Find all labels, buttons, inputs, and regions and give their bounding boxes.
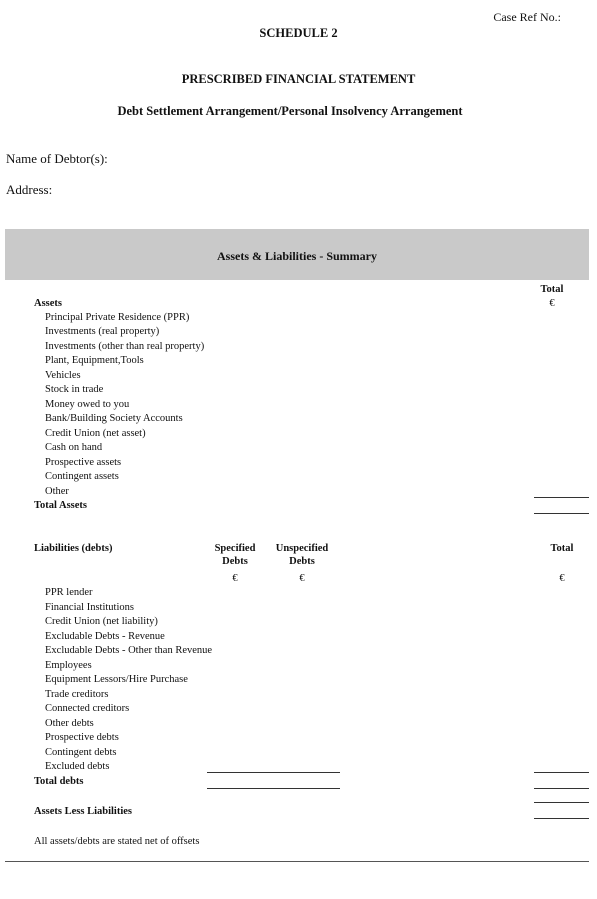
- total-assets-line: [534, 497, 589, 498]
- arrangement-title: Debt Settlement Arrangement/Personal Insolvency Arrangement: [117, 104, 463, 118]
- asset-item: Vehicles: [45, 370, 81, 381]
- liability-item: Prospective debts: [45, 732, 119, 743]
- total-assets-label: Total Assets: [34, 500, 87, 511]
- liability-item: Other debts: [45, 718, 94, 729]
- assets-total-column-header: Total: [540, 284, 564, 295]
- unspecified-debts-header-line2: Debts: [289, 556, 315, 567]
- liability-item: Excludable Debts - Revenue: [45, 631, 165, 642]
- net-line: [534, 802, 589, 803]
- bottom-rule: [5, 861, 589, 862]
- case-ref-label: Case Ref No.:: [493, 10, 561, 24]
- liability-item: Excludable Debts - Other than Revenue: [45, 645, 213, 656]
- asset-item: Contingent assets: [45, 471, 119, 482]
- debtor-name-label: Name of Debtor(s):: [6, 151, 108, 166]
- liabilities-total-column-header: Total: [550, 543, 574, 554]
- asset-item: Principal Private Residence (PPR): [45, 312, 190, 323]
- assets-heading: Assets: [34, 298, 62, 309]
- liability-item: Financial Institutions: [45, 602, 134, 613]
- schedule-heading: SCHEDULE 2: [259, 26, 338, 40]
- specified-debts-header-line2: Debts: [222, 556, 248, 567]
- total-debts-line: [534, 772, 589, 773]
- asset-item: Investments (real property): [45, 326, 160, 337]
- asset-item: Other: [45, 486, 69, 497]
- unspecified-currency-symbol: €: [299, 573, 305, 584]
- liability-item: PPR lender: [45, 587, 93, 598]
- asset-item: Prospective assets: [45, 457, 122, 468]
- net-underline: [534, 818, 589, 819]
- asset-item: Plant, Equipment,Tools: [45, 355, 144, 366]
- liability-item: Credit Union (net liability): [45, 616, 158, 627]
- liability-item: Employees: [45, 660, 92, 671]
- liabilities-heading: Liabilities (debts): [34, 543, 113, 554]
- total-assets-underline: [534, 513, 589, 514]
- asset-item: Money owed to you: [45, 399, 130, 410]
- liability-item: Equipment Lessors/Hire Purchase: [45, 674, 188, 685]
- unspecified-debts-header-line1: Unspecified: [275, 543, 329, 554]
- asset-item: Bank/Building Society Accounts: [45, 413, 183, 424]
- debts-subtotal-line: [207, 772, 340, 773]
- summary-header: Assets & Liabilities - Summary: [217, 249, 377, 263]
- liability-item: Contingent debts: [45, 747, 117, 758]
- assets-less-liabilities-label: Assets Less Liabilities: [34, 806, 133, 817]
- liability-item: Excluded debts: [45, 761, 110, 772]
- total-debts-underline: [534, 788, 589, 789]
- asset-item: Cash on hand: [45, 442, 103, 453]
- liability-item: Trade creditors: [45, 689, 109, 700]
- asset-item: Stock in trade: [45, 384, 104, 395]
- specified-debts-header-line1: Specified: [214, 543, 256, 554]
- summary-banner: [5, 229, 589, 280]
- asset-item: Credit Union (net asset): [45, 428, 146, 439]
- liability-item: Connected creditors: [45, 703, 130, 714]
- address-label: Address:: [6, 182, 53, 197]
- asset-item: Investments (other than real property): [45, 341, 205, 352]
- debts-subtotal-underline: [207, 788, 340, 789]
- total-debts-label: Total debts: [34, 776, 84, 787]
- footnote: All assets/debts are stated net of offsets: [34, 836, 200, 847]
- liabilities-total-currency-symbol: €: [559, 573, 565, 584]
- assets-currency-symbol: €: [549, 298, 555, 309]
- specified-currency-symbol: €: [232, 573, 238, 584]
- statement-title: PRESCRIBED FINANCIAL STATEMENT: [181, 72, 416, 86]
